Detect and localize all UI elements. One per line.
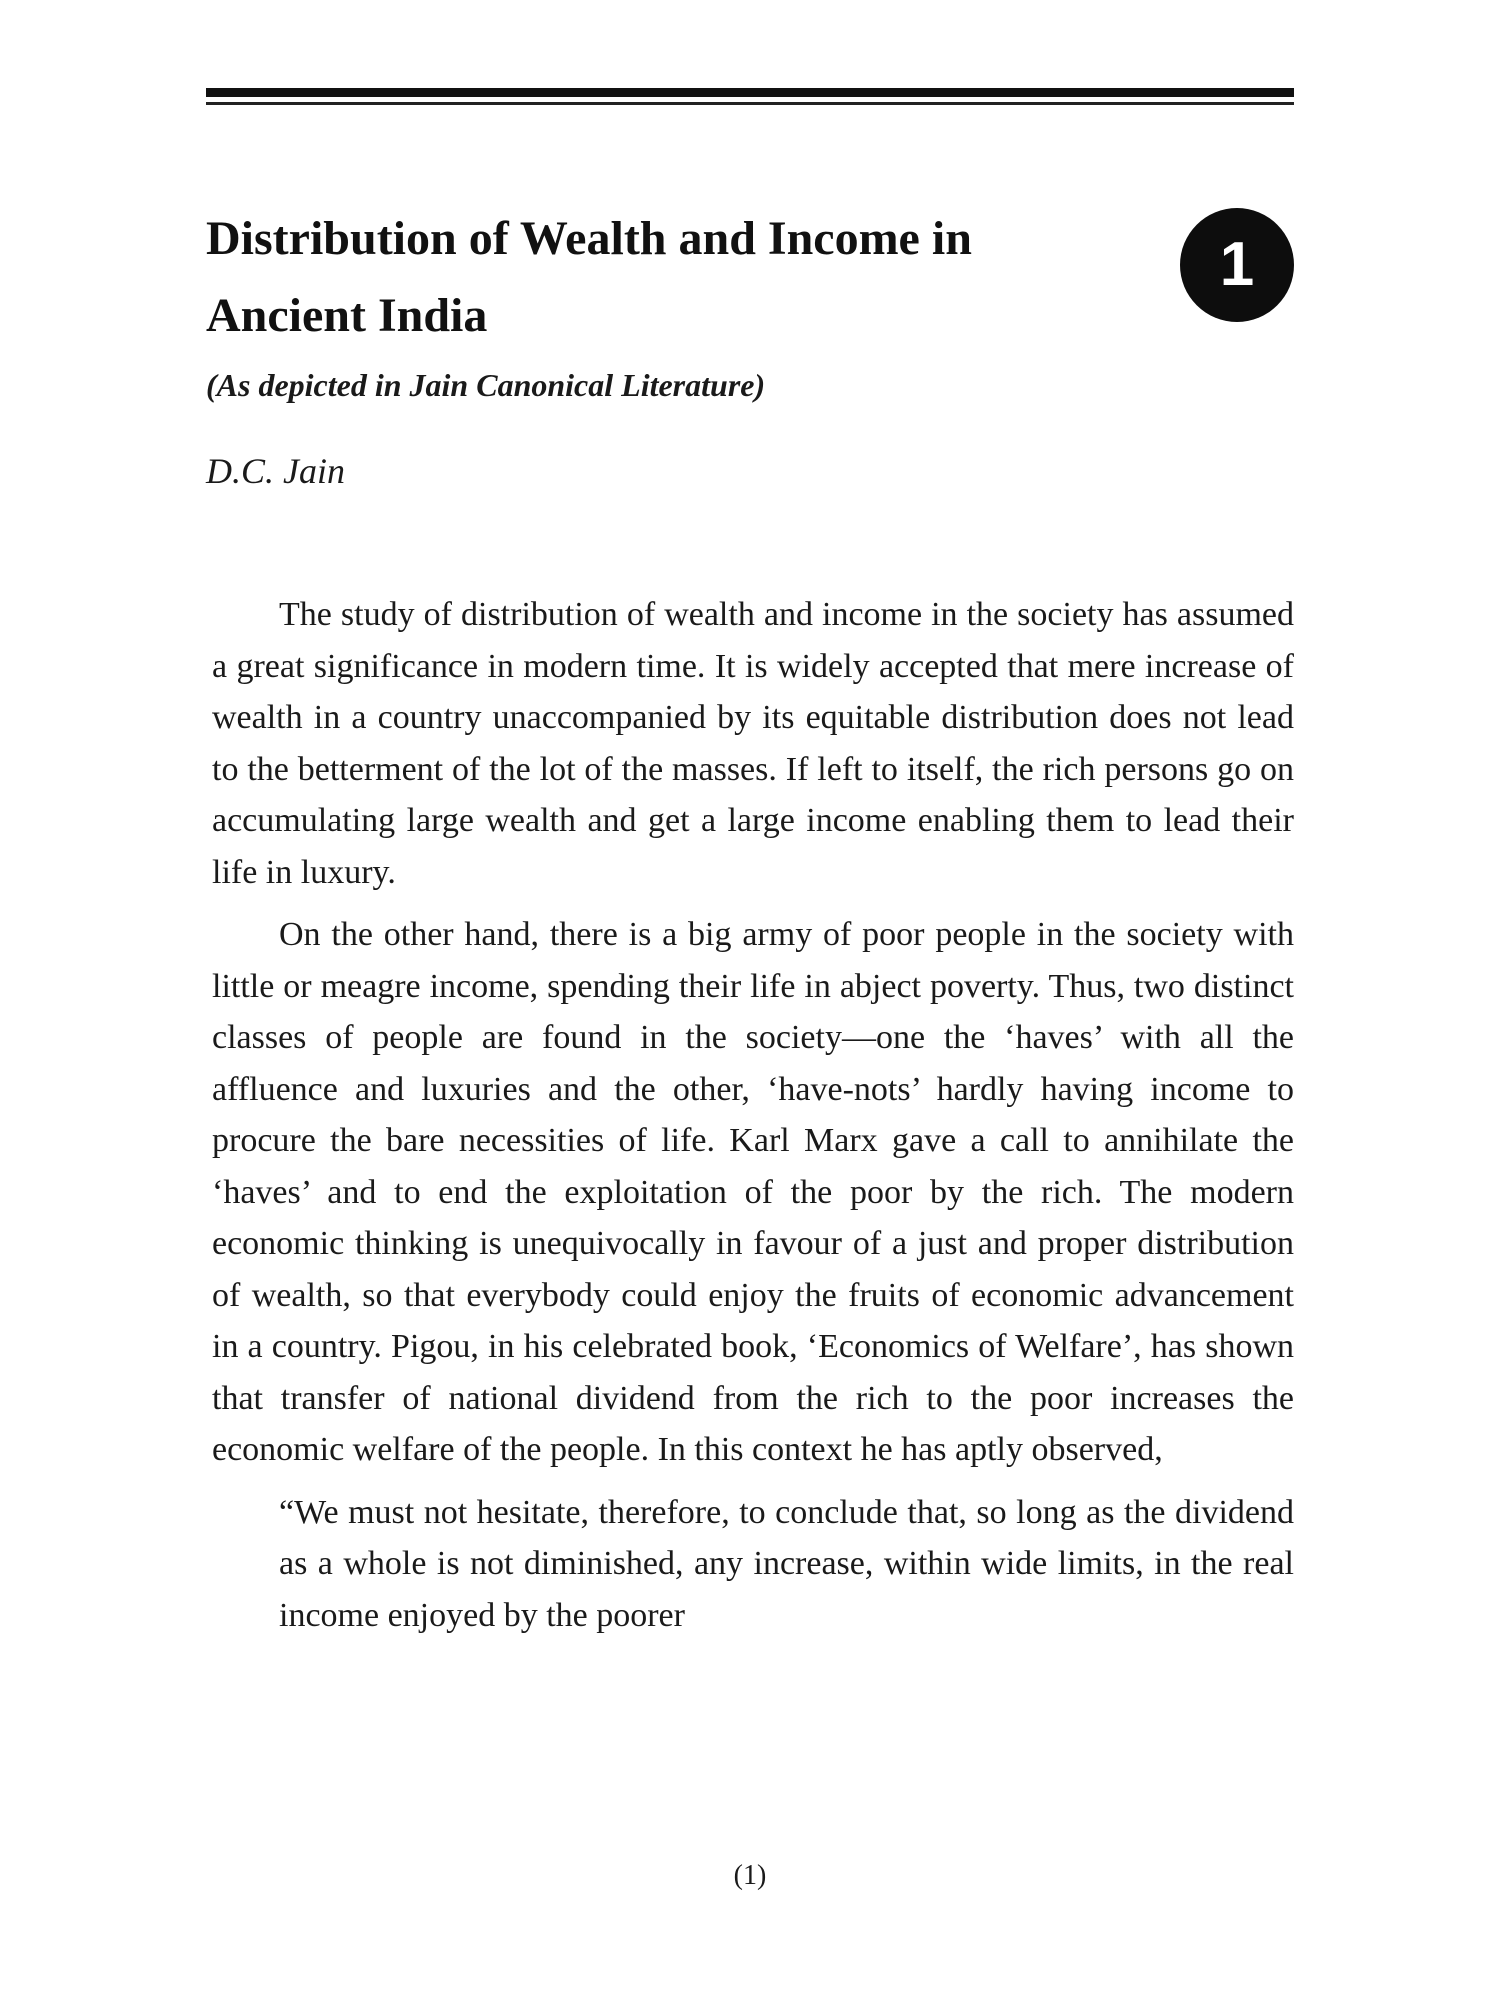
header-rule-thick	[206, 88, 1294, 97]
paragraph-1: The study of distribution of wealth and income in the society has assumed a great significance in modern time. It is widely accepted that mere increase of wealth in a country unaccompanied by its equitable distribution does not lead to the betterment of the lot of the masses. If left to itself, the rich persons go on accumulating large wealth and get a large income enabling them to lead their life in luxury.	[212, 596, 1294, 891]
paragraph-2: On the other hand, there is a big army of poor people in the society with little or meagre income, spending their life in abject poverty. Thus, two distinct classes of people are found in the society—one the ‘haves’ with all the affluence and luxuries and the other, ‘have-nots’ hardly having income to procure the bare necessities of life. Karl Marx gave a call to annihilate the ‘haves’ and to end the exploitation of the poor by the rich. The modern economic thinking is unequivocally in favour of a just and proper distribution of wealth, so that everybody could enjoy the fruits of economic advancement in a country. Pigou, in his celebrated book, ‘Economics of Welfare’, has shown that transfer of national dividend from the rich to the poor increases the economic welfare of the people. In this context he has aptly observed,	[212, 916, 1294, 1468]
chapter-subtitle: (As depicted in Jain Canonical Literature)	[206, 367, 766, 403]
chapter-number-badge: 1	[1180, 208, 1294, 322]
header-rule-thin	[206, 102, 1294, 105]
page-number: (1)	[733, 1860, 767, 1891]
block-quote: “We must not hesitate, therefore, to conclude that, so long as the dividend as a whole is not diminished, any increase, within wide limits, in the real income enjoyed by the poorer	[279, 1493, 1294, 1634]
author-name: D.C. Jain	[206, 451, 345, 491]
body-text	[212, 589, 1294, 1641]
chapter-title: Distribution of Wealth and Income in Ancient India	[206, 212, 972, 342]
